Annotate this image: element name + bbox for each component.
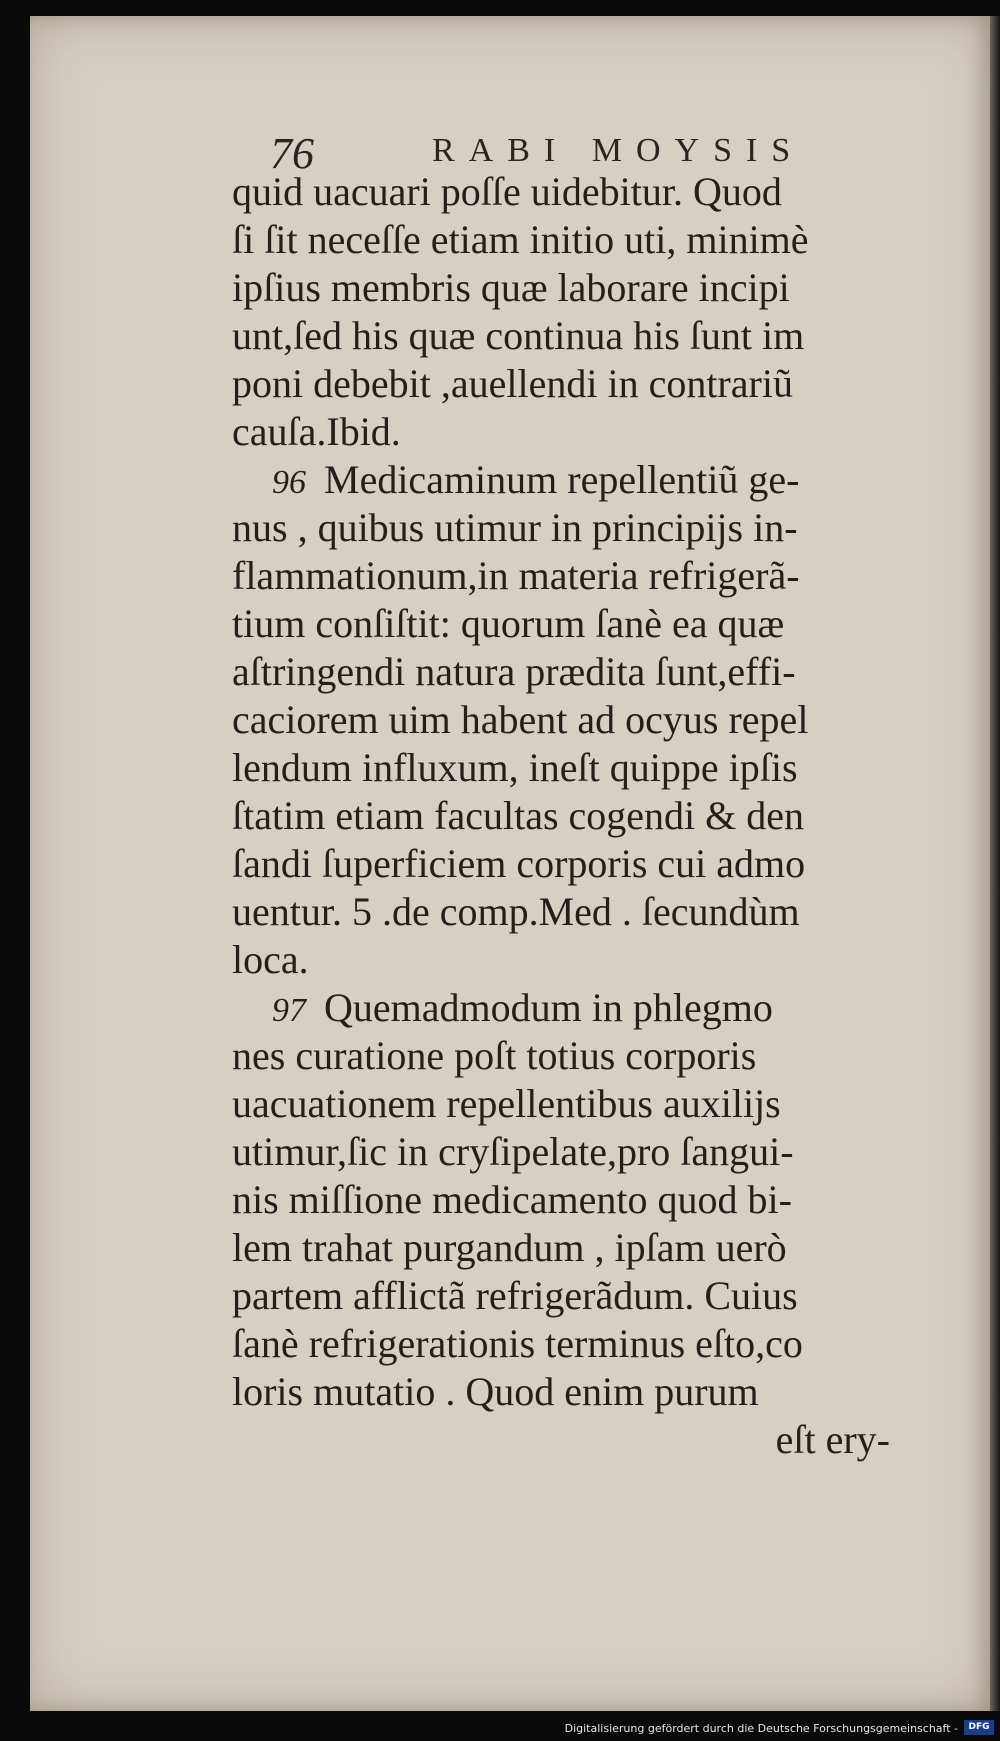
body-text: [232, 168, 952, 1464]
text-line: loca.: [232, 937, 309, 982]
text-line: aſtringendi natura prædita ſunt,effi-: [232, 649, 796, 694]
page-edge-shadow: [990, 16, 1000, 1711]
text-line: flammationum,in materia refrigerã-: [232, 553, 800, 598]
text-line: unt,ſed his quæ continua his ſunt im: [232, 313, 805, 358]
text-line: uentur. 5 .de comp.Med . ſecundùm: [232, 889, 800, 934]
text-line: uacuationem repellentibus auxilijs: [232, 1081, 781, 1126]
text-line: ſanè refrigerationis terminus eſto,co: [232, 1321, 803, 1366]
section-97-first-line: [232, 984, 952, 1032]
text-line: lendum influxum, ineſt quippe ipſis: [232, 745, 798, 790]
text-line: caciorem uim habent ad ocyus repel: [232, 697, 809, 742]
folio-number: 76: [270, 129, 314, 178]
text-line: nes curatione poſt totius corporis: [232, 1033, 757, 1078]
text-line: Medicaminum repellentiũ ge-: [324, 457, 800, 502]
text-line: nus , quibus utimur in principijs in-: [232, 505, 798, 550]
footer-bar: [0, 1711, 1000, 1741]
catchword: eſt ery-: [775, 1417, 890, 1462]
text-line: poni debebit ,auellendi in contrariũ: [232, 361, 793, 406]
text-line: Quemadmodum in phlegmo: [324, 985, 773, 1030]
running-title: RABI MOYSIS: [432, 132, 805, 169]
section-number: 96: [272, 464, 306, 501]
text-line: ipſius membris quæ laborare incipi: [232, 265, 790, 310]
text-line: nis miſſione medicamento quod bi-: [232, 1177, 792, 1222]
section-number: 97: [272, 992, 306, 1029]
dfg-logo-icon: DFG: [964, 1720, 994, 1735]
text-line: partem afflictã refrigerãdum. Cuius: [232, 1273, 798, 1318]
text-line: tium conſiſtit: quorum ſanè ea quæ: [232, 601, 785, 646]
text-line: utimur,ſic in cryſipelate,pro ſangui-: [232, 1129, 794, 1174]
text-line: lem trahat purgandum , ipſam uerò: [232, 1225, 787, 1270]
text-line: ſtatim etiam facultas cogendi & den: [232, 793, 805, 838]
text-line: cauſa.Ibid.: [232, 409, 401, 454]
text-line: ſi ſit neceſſe etiam initio uti, minimè: [232, 217, 809, 262]
funding-credit: Digitalisierung gefördert durch die Deutsche Forschungsgemeinschaft -: [564, 1722, 958, 1735]
text-line: ſandi ſuperficiem corporis cui admo: [232, 841, 806, 886]
text-line: loris mutatio . Quod enim purum: [232, 1369, 759, 1414]
text-line: quid uacuari poſſe uidebitur. Quod: [232, 169, 782, 214]
section-96-first-line: [232, 456, 952, 504]
